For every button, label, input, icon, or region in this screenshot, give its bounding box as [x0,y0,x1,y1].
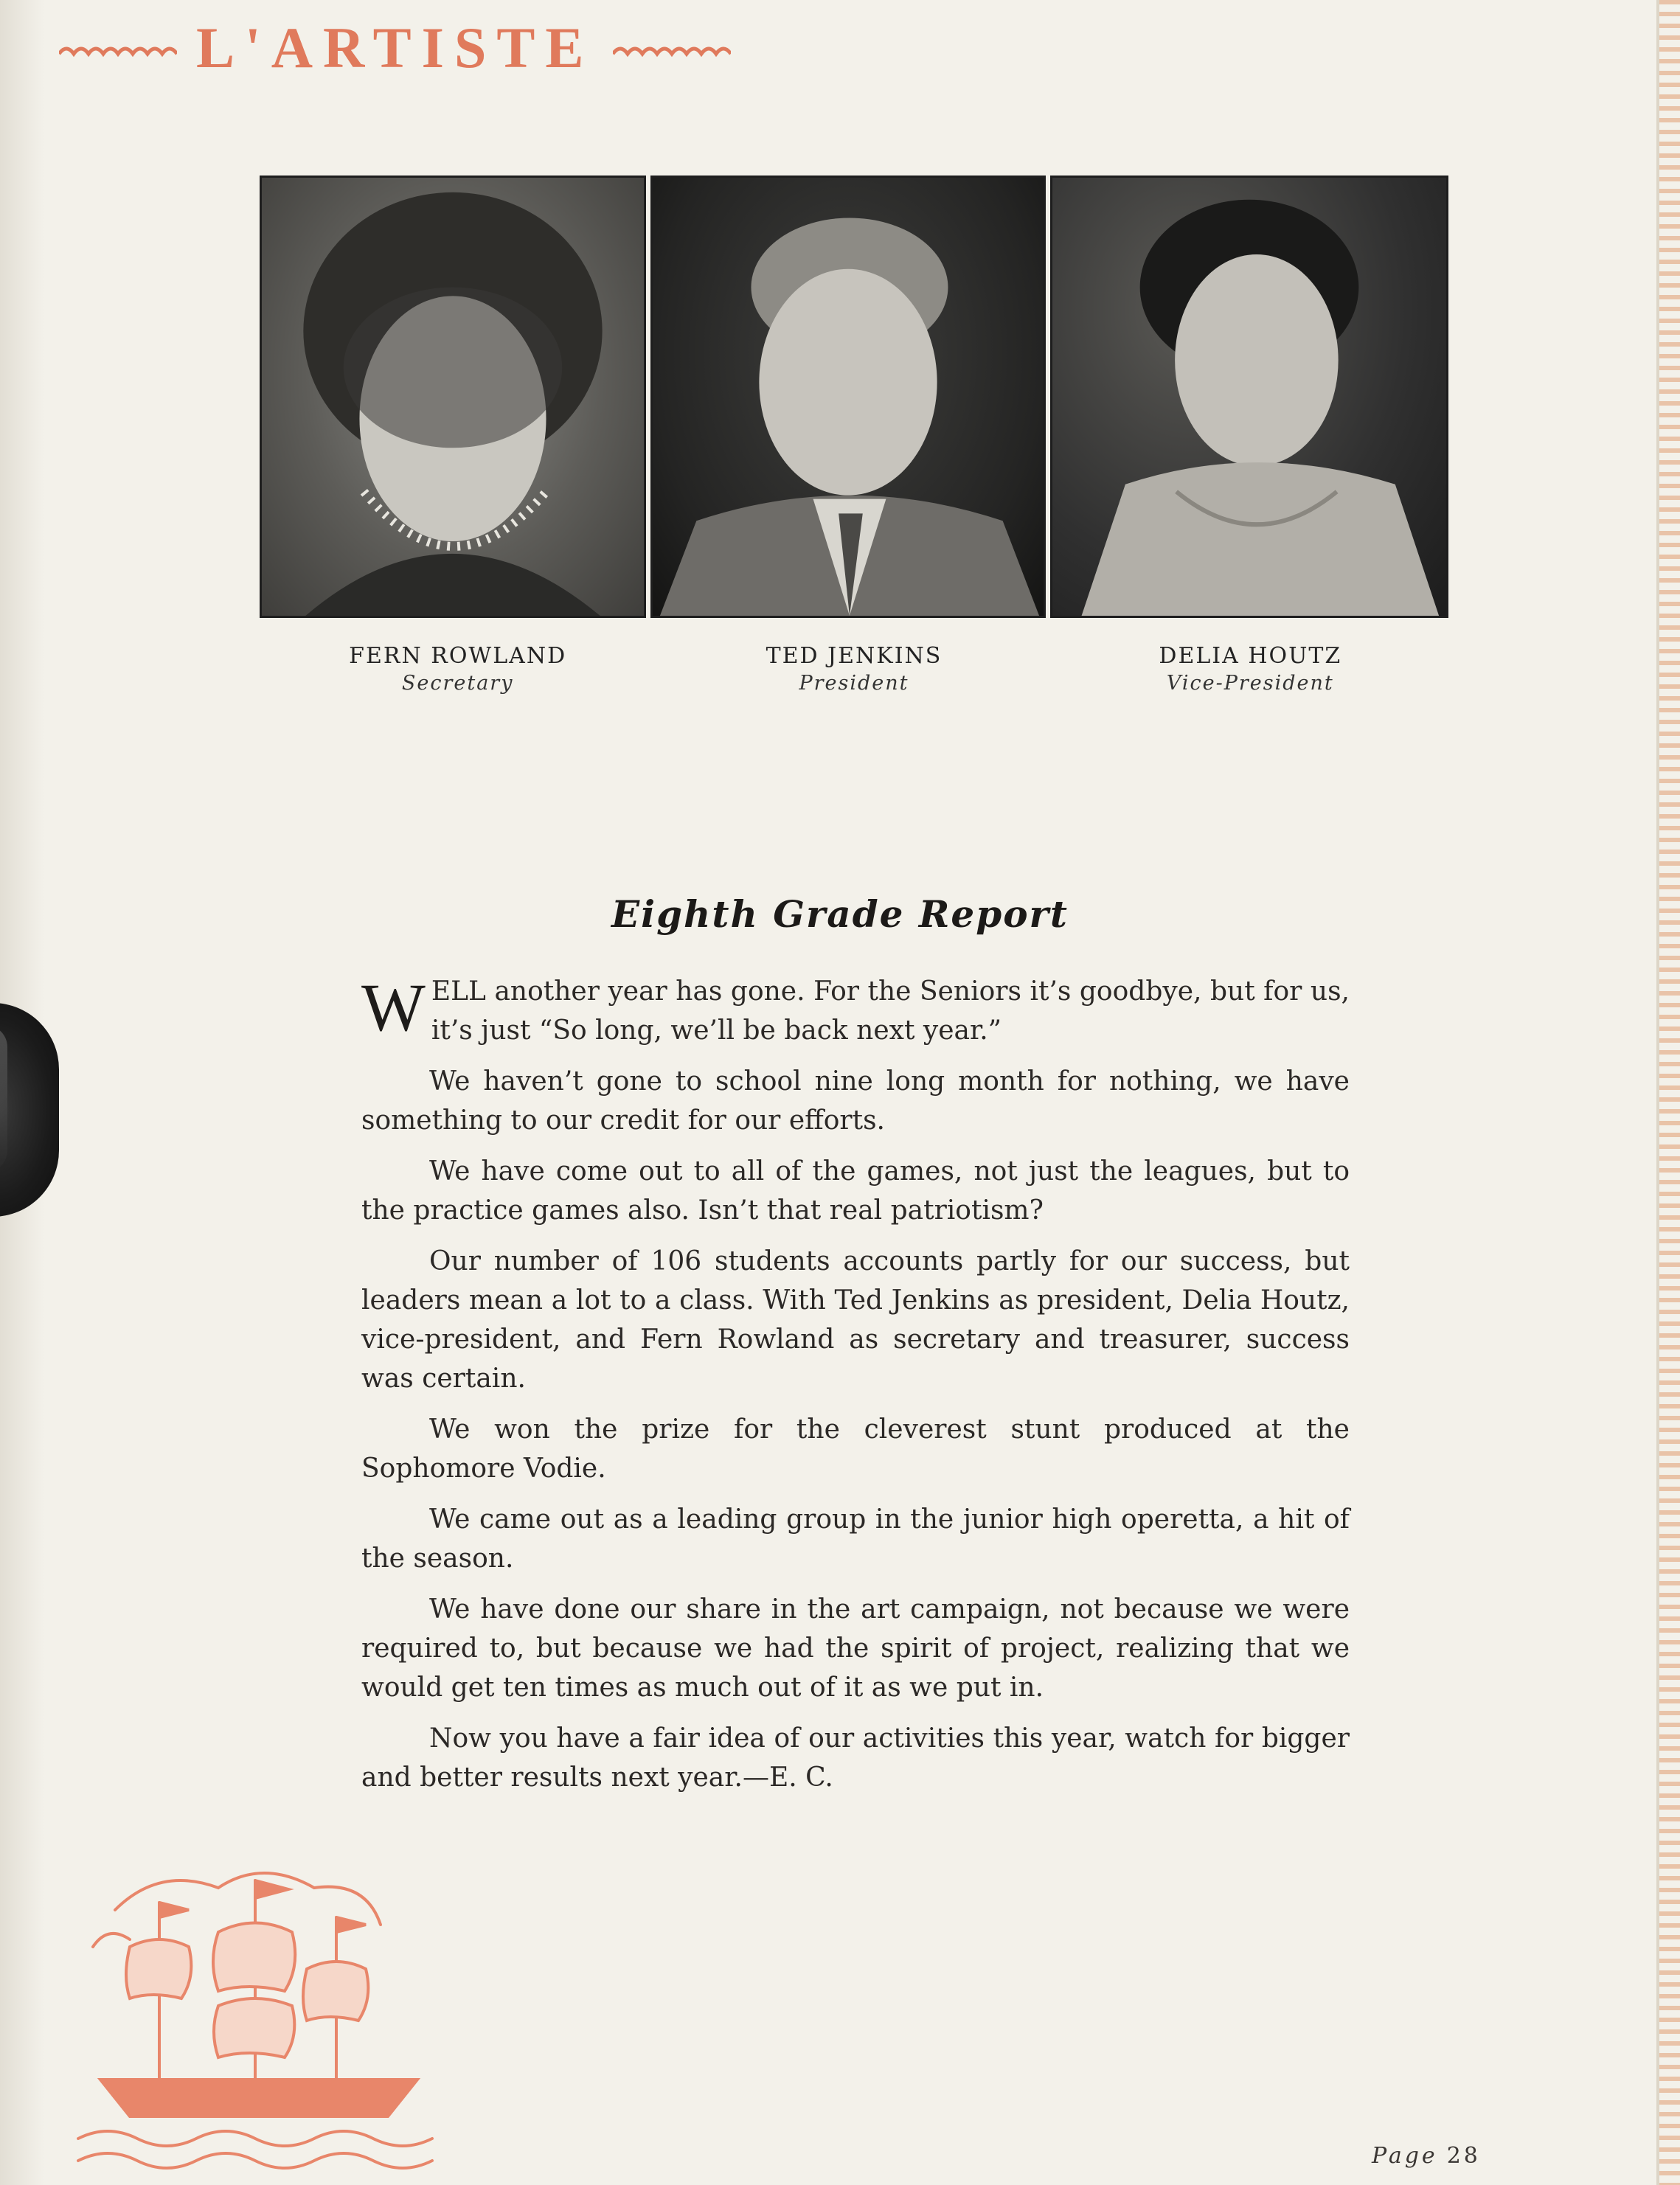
report-paragraph: We have done our share in the art campaign, not because we were required to, but because we had the spirit of project, realizing that we would get ten times as much out of it as we put in. [361,1594,1350,1703]
officer-role: Vice-President [1166,672,1334,695]
officer-name: TED JENKINS [766,643,943,669]
officer-role: President [799,672,909,695]
report-paragraph: WELL another year has gone. For the Seniors it’s goodbye, but for us, it’s just “So long, we’ll be back next year.” [361,970,1350,1046]
report-paragraph: We haven’t gone to school nine long month for nothing, we have something to our credit for our efforts. [361,1066,1350,1136]
magazine-title: L'ARTISTE [196,15,594,80]
officer-name: DELIA HOUTZ [1159,643,1342,669]
caption-delia-houtz [1052,643,1448,695]
report-body [361,972,1350,1809]
report-paragraph: We came out as a leading group in the junior high operetta, a hit of the season. [361,1504,1350,1574]
page-number [1372,2143,1481,2169]
portrait-ted-jenkins [650,176,1046,618]
officer-portraits [260,176,1448,618]
page-label: Page [1372,2143,1438,2169]
report-paragraph: We won the prize for the cleverest stunt produced at the Sophomore Vodie. [361,1414,1350,1484]
page-edge [1656,0,1680,2185]
portrait-captions [260,643,1448,695]
report-title: Eighth Grade Report [611,892,1069,936]
caption-fern-rowland [260,643,656,695]
caption-ted-jenkins [656,643,1052,695]
officer-name: FERN ROWLAND [349,643,567,669]
portrait-fern-rowland [260,176,646,618]
officer-role: Secretary [401,672,514,695]
portrait-delia-houtz [1050,176,1448,618]
binder-clip [0,1003,59,1217]
page-number-value: 28 [1446,2143,1481,2169]
sailing-ship-icon [71,1858,484,2175]
page-header [59,15,731,81]
wave-ornament-right-icon [613,33,731,63]
report-paragraph: We have come out to all of the games, not just the leagues, but to the practice games also. Isn’t that real patriotism? [361,1156,1350,1226]
drop-cap: W [361,970,426,1045]
wave-ornament-left-icon [59,33,177,63]
report-paragraph: Our number of 106 students accounts partly for our success, but leaders mean a lot to a class. With Ted Jenkins as president, Delia Houtz, vice-president, and Fern Rowland as secretary and treasurer, success was certain. [361,1246,1350,1394]
report-paragraph: Now you have a fair idea of our activities this year, watch for bigger and better results next year.—E. C. [361,1723,1350,1793]
